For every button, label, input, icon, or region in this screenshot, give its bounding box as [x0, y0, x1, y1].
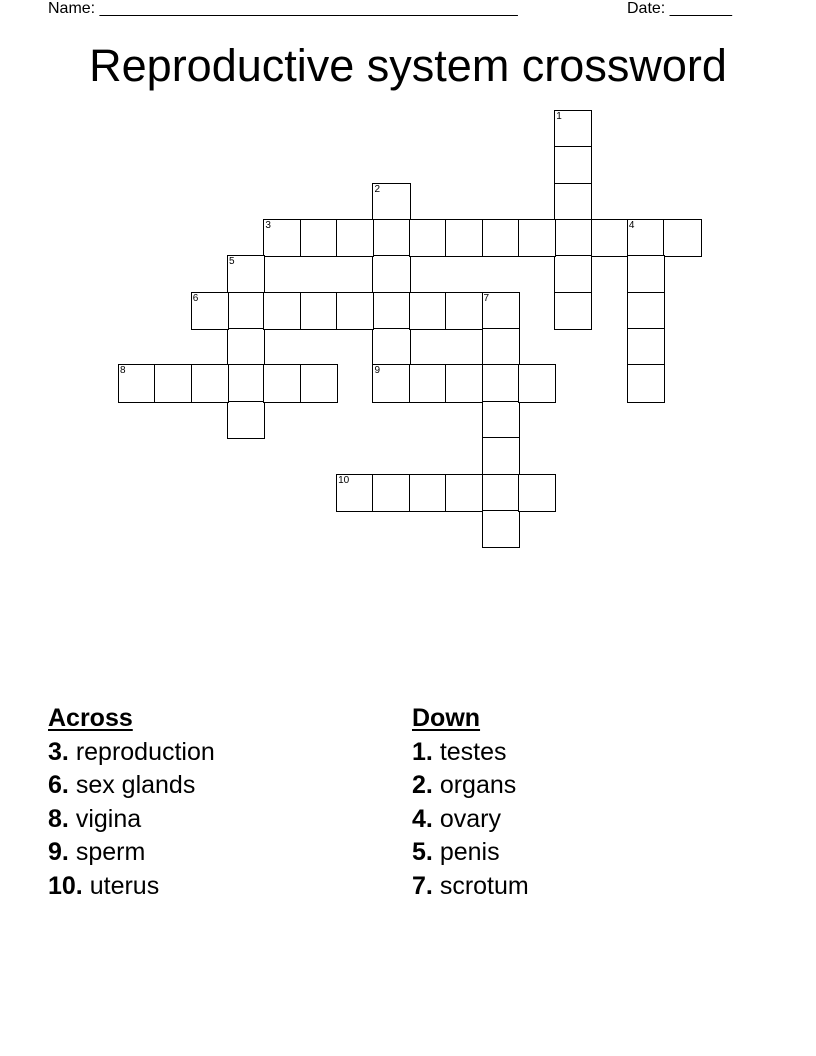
name-line: Name: _______________________________________________ [48, 0, 518, 17]
clue-number-label: 3 [265, 220, 271, 232]
grid-cell[interactable] [263, 292, 301, 330]
grid-cell[interactable] [300, 219, 338, 257]
date-line: Date: _______ [627, 0, 732, 17]
grid-cell[interactable] [482, 219, 520, 257]
clue-text: organs [439, 771, 517, 799]
grid-cell[interactable] [300, 292, 338, 330]
grid-cell[interactable] [336, 219, 374, 257]
grid-cell[interactable] [482, 437, 520, 475]
across-clues [48, 702, 215, 903]
grid-cell[interactable] [445, 364, 483, 402]
grid-cell[interactable] [554, 146, 592, 184]
grid-cell[interactable] [554, 219, 592, 257]
down-heading: Down [412, 704, 481, 732]
clue-down-4 [412, 803, 529, 837]
grid-cell[interactable] [518, 364, 556, 402]
clue-text: reproduction [75, 737, 215, 766]
grid-cell[interactable] [445, 292, 483, 330]
clue-number: 9. [48, 838, 69, 866]
clue-number: 6. [48, 771, 69, 799]
clue-text: uterus [89, 871, 160, 900]
clue-text: testes [439, 737, 507, 766]
clue-text: ovary [439, 804, 501, 833]
grid-cell[interactable] [445, 474, 483, 512]
clue-text: sex glands [75, 771, 196, 799]
clue-number: 1. [412, 737, 433, 766]
grid-cell[interactable] [409, 364, 447, 402]
grid-cell[interactable] [554, 183, 592, 221]
grid-cell[interactable] [663, 219, 701, 257]
clue-across-8 [48, 803, 215, 837]
grid-cell[interactable] [227, 401, 265, 439]
clue-across-3 [48, 736, 215, 770]
grid-cell[interactable] [372, 364, 410, 402]
clue-across-9 [48, 836, 215, 870]
grid-cell[interactable] [627, 255, 665, 293]
grid-cell[interactable] [191, 292, 229, 330]
clue-across-10 [48, 870, 215, 904]
grid-cell[interactable] [627, 364, 665, 402]
grid-cell[interactable] [482, 364, 520, 402]
grid-cell[interactable] [154, 364, 192, 402]
grid-cell[interactable] [191, 364, 229, 402]
grid-cell[interactable] [336, 292, 374, 330]
clue-text: penis [439, 838, 500, 866]
grid-cell[interactable] [627, 328, 665, 366]
clue-number-label: 8 [120, 365, 126, 377]
grid-cell[interactable] [409, 219, 447, 257]
grid-cell[interactable] [227, 255, 265, 293]
clue-number: 4. [412, 804, 433, 833]
grid-cell[interactable] [263, 364, 301, 402]
clue-down-1 [412, 736, 529, 770]
grid-cell[interactable] [554, 255, 592, 293]
clue-number-label: 7 [483, 292, 490, 304]
grid-cell[interactable] [482, 401, 520, 439]
grid-cell[interactable] [482, 510, 520, 548]
clue-text: vigina [75, 804, 142, 833]
grid-cell[interactable] [482, 292, 520, 330]
grid-cell[interactable] [409, 474, 447, 512]
grid-cell[interactable] [409, 292, 447, 330]
clue-number-label: 4 [628, 220, 635, 232]
grid-cell[interactable] [372, 474, 410, 512]
clue-number-label: 5 [229, 256, 235, 268]
clue-number: 7. [412, 871, 433, 900]
grid-cell[interactable] [482, 328, 520, 366]
grid-cell[interactable] [372, 219, 410, 257]
clue-text: sperm [75, 838, 146, 866]
clue-number-label: 9 [374, 365, 380, 377]
grid-cell[interactable] [227, 292, 265, 330]
grid-cell[interactable] [372, 255, 410, 293]
grid-cell[interactable] [372, 292, 410, 330]
clue-number: 10. [48, 871, 83, 900]
grid-cell[interactable] [627, 292, 665, 330]
clue-down-2 [412, 769, 529, 803]
grid-cell[interactable] [518, 474, 556, 512]
clue-number: 3. [48, 737, 69, 766]
grid-cell[interactable] [445, 219, 483, 257]
grid-cell[interactable] [263, 219, 301, 257]
grid-cell[interactable] [372, 328, 410, 366]
grid-cell[interactable] [227, 364, 265, 402]
grid-cell[interactable] [336, 474, 374, 512]
clue-text: scrotum [439, 871, 529, 900]
grid-cell[interactable] [554, 292, 592, 330]
clue-across-6 [48, 769, 215, 803]
grid-cell[interactable] [118, 364, 156, 402]
grid-cell[interactable] [482, 474, 520, 512]
grid-cell[interactable] [627, 219, 665, 257]
clue-number: 5. [412, 838, 433, 866]
down-clues [412, 702, 529, 903]
across-heading: Across [48, 704, 133, 732]
grid-cell[interactable] [591, 219, 629, 257]
clue-number: 2. [412, 771, 433, 799]
grid-cell[interactable] [554, 110, 592, 148]
clue-number: 8. [48, 804, 69, 833]
clue-number-label: 2 [374, 183, 380, 195]
grid-cell[interactable] [518, 219, 556, 257]
clue-number-label: 10 [338, 474, 350, 486]
clue-down-5 [412, 836, 529, 870]
page-title: Reproductive system crossword [89, 40, 727, 91]
grid-cell[interactable] [372, 183, 410, 221]
grid-cell[interactable] [227, 328, 265, 366]
clue-down-7 [412, 870, 529, 904]
clue-number-label: 6 [192, 292, 199, 304]
grid-cell[interactable] [300, 364, 338, 402]
clue-number-label: 1 [556, 111, 562, 122]
